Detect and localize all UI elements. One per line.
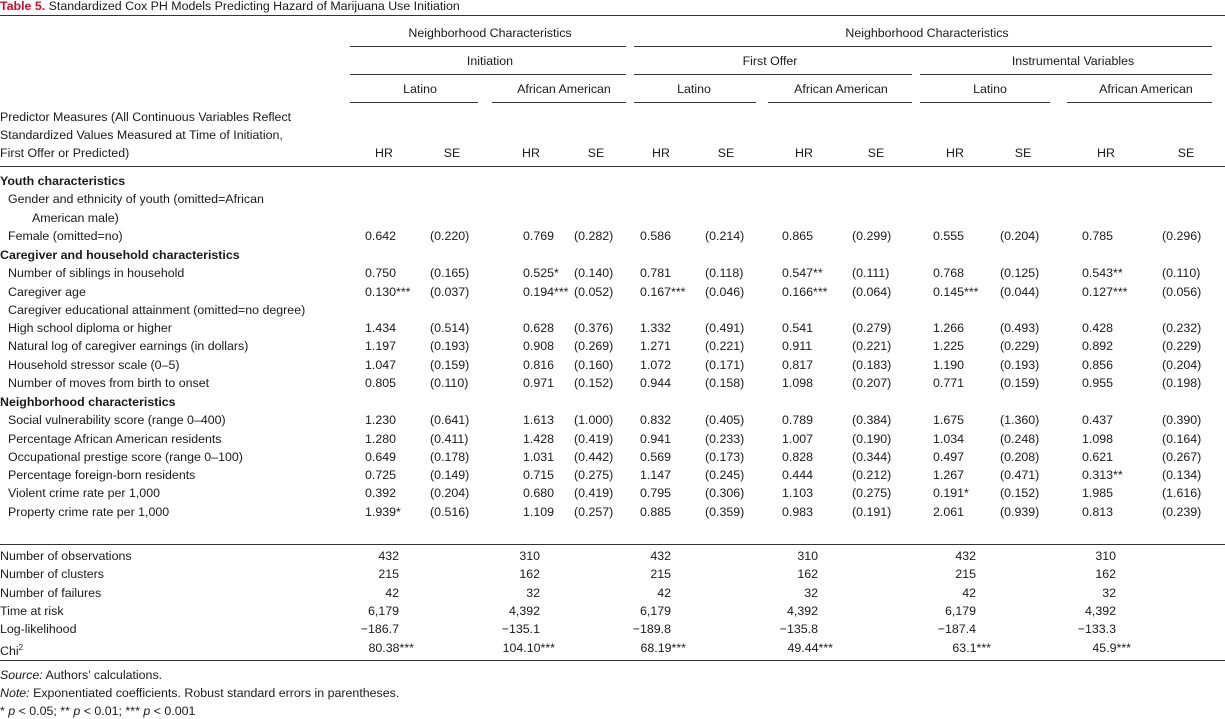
hr-value-cell: 0.828: [782, 449, 814, 464]
hr-value-cell: 0.816: [523, 357, 555, 372]
hr-value-cell: 1.271: [640, 339, 672, 354]
hr-value-cell: 1.434: [365, 321, 397, 335]
se-value-cell: (0.491): [705, 321, 745, 335]
sig-part: < 0.001: [150, 704, 196, 718]
se-value-cell: (0.111): [852, 266, 890, 281]
se-value-cell: (0.140): [574, 266, 614, 281]
se-value-cell: (0.419): [574, 486, 614, 501]
se-value-cell: (0.173): [705, 449, 745, 464]
summary-value-cell: 68.19***: [640, 640, 686, 655]
summary-value-cell: 215: [650, 567, 671, 582]
hr-value-cell: 1.613: [523, 413, 555, 428]
se-value-cell: (0.158): [705, 375, 745, 390]
summary-value-cell: 104.10***: [502, 640, 555, 655]
hr-value-cell: 0.313**: [1082, 468, 1123, 482]
summary-value-cell: 6,179: [639, 603, 671, 618]
hr-value-cell: 1.103: [782, 486, 814, 501]
body-bottom-rule: [0, 544, 1225, 545]
sub-rule-iv: [920, 74, 1212, 75]
sig-part: < 0.01; ***: [80, 704, 144, 718]
summary-label-text: Number of failures: [0, 585, 102, 600]
se-column-header: SE: [1014, 146, 1032, 160]
hr-value-cell: 0.813: [1082, 504, 1114, 519]
hr-value-cell: 1.266: [933, 321, 965, 335]
ethnicity-header: African American: [517, 82, 611, 96]
group-header-left: Neighborhood Characteristics: [408, 26, 572, 40]
hr-value-cell: 0.145***: [933, 284, 979, 299]
summary-value-cell: 432: [650, 549, 671, 563]
row-label: Household stressor scale (0–5): [8, 357, 180, 372]
caption-text: Standardized Cox PH Models Predicting Hazard of Marijuana Use Initiation: [45, 0, 460, 13]
se-value-cell: (0.149): [430, 468, 470, 482]
ethnicity-rule: [492, 102, 626, 103]
se-value-cell: (0.193): [430, 339, 470, 354]
se-value-cell: (0.190): [852, 431, 892, 446]
summary-value-cell: 80.38***: [368, 640, 414, 655]
se-value-cell: (0.152): [1000, 486, 1040, 501]
summary-label: [0, 586, 101, 600]
se-value-cell: (0.442): [574, 449, 614, 464]
summary-value-cell: 162: [519, 567, 540, 582]
section-heading: Neighborhood characteristics: [0, 395, 176, 409]
sig-part: p: [8, 704, 16, 718]
hr-value-cell: 0.892: [1082, 339, 1114, 354]
summary-label: [0, 604, 64, 618]
se-value-cell: (0.275): [852, 486, 892, 501]
se-value-cell: (0.344): [852, 449, 892, 464]
se-value-cell: (0.275): [574, 468, 614, 482]
row-label: Caregiver educational attainment (omitted=no degree): [8, 302, 306, 317]
hr-value-cell: 1.034: [933, 431, 965, 446]
se-value-cell: (0.221): [852, 339, 892, 354]
summary-value-cell: 310: [797, 549, 818, 563]
se-value-cell: (0.125): [1000, 266, 1040, 281]
top-rule: [0, 15, 1225, 16]
summary-value-cell: −135.8: [779, 622, 818, 637]
summary-value-cell: 215: [955, 567, 976, 582]
summary-label: [0, 567, 104, 581]
summary-label: [0, 549, 132, 563]
row-label: Number of moves from birth to onset: [8, 375, 210, 390]
sig-part: *: [0, 704, 9, 718]
se-value-cell: (0.384): [852, 413, 892, 428]
se-value-cell: (0.207): [852, 375, 892, 390]
general-note: [0, 686, 399, 700]
row-label: Gender and ethnicity of youth (omitted=African: [8, 192, 264, 207]
se-value-cell: (0.239): [1162, 504, 1202, 519]
se-value-cell: (0.198): [1162, 375, 1202, 390]
hr-value-cell: 0.621: [1082, 449, 1114, 464]
summary-value-cell: 4,392: [508, 603, 540, 618]
se-value-cell: (0.419): [574, 431, 614, 446]
summary-value-cell: 162: [797, 567, 818, 582]
se-value-cell: (0.493): [1000, 321, 1040, 335]
se-value-cell: (1.360): [1000, 413, 1040, 428]
se-value-cell: (0.056): [1162, 284, 1202, 299]
caption-label: Table 5.: [0, 0, 46, 13]
hr-value-cell: 0.911: [782, 339, 813, 354]
summary-value-cell: 45.9***: [1092, 640, 1131, 655]
se-value-cell: (0.229): [1162, 339, 1202, 354]
se-value-cell: (0.165): [430, 266, 470, 281]
row-label: Property crime rate per 1,000: [8, 504, 170, 519]
summary-value-cell: 6,179: [367, 603, 399, 618]
se-value-cell: (0.516): [430, 504, 470, 519]
hr-value-cell: 0.649: [365, 449, 397, 464]
se-value-cell: (0.514): [430, 321, 470, 335]
se-value-cell: (0.193): [1000, 357, 1040, 372]
se-value-cell: (0.037): [430, 284, 470, 299]
row-label: Percentage foreign-born residents: [8, 468, 196, 482]
source-label: Source:: [0, 668, 43, 682]
hr-value-cell: 1.197: [365, 339, 397, 354]
ethnicity-header: Latino: [973, 82, 1007, 96]
row-label: Occupational prestige score (range 0–100): [8, 449, 243, 464]
table-bottom-rule: [0, 660, 1225, 661]
se-value-cell: (0.044): [1000, 284, 1040, 299]
se-value-cell: (0.191): [852, 504, 892, 519]
hr-value-cell: 0.555: [933, 228, 965, 243]
hr-value-cell: 0.392: [365, 486, 397, 501]
summary-value-cell: 310: [1095, 549, 1116, 563]
se-value-cell: (0.110): [430, 375, 469, 390]
se-column-header: SE: [717, 146, 735, 160]
hr-value-cell: 0.680: [523, 486, 555, 501]
header-bottom-rule: [0, 166, 1225, 167]
hr-value-cell: 0.586: [640, 228, 672, 243]
hr-value-cell: 1.072: [640, 357, 672, 372]
se-value-cell: (0.299): [852, 228, 892, 243]
group-header-right: Neighborhood Characteristics: [845, 26, 1009, 40]
se-value-cell: (0.183): [852, 357, 892, 372]
summary-value-cell: 162: [1095, 567, 1116, 582]
hr-value-cell: 0.771: [933, 375, 965, 390]
se-value-cell: (0.204): [1162, 357, 1202, 372]
se-value-cell: (0.052): [574, 284, 614, 299]
se-value-cell: (0.376): [574, 321, 614, 335]
se-value-cell: (0.212): [852, 468, 892, 482]
hr-column-header: HR: [1097, 146, 1115, 160]
predictor-header-line-2: Standardized Values Measured at Time of Initiation,: [0, 128, 283, 142]
hr-value-cell: 0.497: [933, 449, 965, 464]
summary-label-text: Chi: [0, 643, 19, 658]
hr-value-cell: 0.856: [1082, 357, 1114, 372]
summary-label-text: Number of observations: [0, 549, 132, 563]
hr-value-cell: 0.166***: [782, 284, 828, 299]
ethnicity-header: Latino: [403, 82, 437, 96]
hr-value-cell: 1.332: [640, 321, 672, 335]
row-label: Natural log of caregiver earnings (in dollars): [8, 339, 249, 354]
se-value-cell: (0.306): [705, 486, 745, 501]
hr-value-cell: 0.194***: [523, 284, 569, 299]
hr-value-cell: 0.750: [365, 266, 397, 281]
group-rule-left: [350, 46, 626, 47]
note-label: Note:: [0, 686, 30, 700]
se-value-cell: (1.000): [574, 413, 614, 428]
hr-column-header: HR: [652, 146, 670, 160]
se-value-cell: (0.220): [430, 228, 470, 243]
se-value-cell: (1.616): [1162, 486, 1202, 501]
row-label: High school diploma or higher: [8, 321, 172, 335]
hr-value-cell: 0.547**: [782, 266, 823, 281]
summary-label-text: Number of clusters: [0, 567, 104, 582]
subheader-initiation: Initiation: [466, 54, 514, 68]
hr-value-cell: 0.444: [782, 468, 814, 482]
se-value-cell: (0.282): [574, 228, 614, 243]
se-value-cell: (0.641): [430, 413, 470, 428]
se-value-cell: (0.257): [574, 504, 614, 519]
se-value-cell: (0.411): [430, 431, 469, 446]
se-value-cell: (0.279): [852, 321, 892, 335]
sig-part: p: [143, 704, 151, 718]
hr-value-cell: 0.191*: [933, 486, 969, 501]
se-value-cell: (0.171): [705, 357, 745, 372]
hr-value-cell: 0.941: [640, 431, 672, 446]
se-column-header: SE: [443, 146, 461, 160]
hr-value-cell: 0.944: [640, 375, 672, 390]
se-value-cell: (0.245): [705, 468, 745, 482]
summary-value-cell: 432: [378, 549, 399, 563]
summary-value-cell: −133.3: [1077, 622, 1116, 637]
hr-value-cell: 0.541: [782, 321, 814, 335]
ethnicity-rule: [350, 102, 478, 103]
row-label: Percentage African American residents: [8, 431, 222, 446]
se-value-cell: (0.221): [705, 339, 745, 354]
group-rule-right: [634, 46, 1212, 47]
summary-label: [0, 622, 76, 636]
se-value-cell: (0.152): [574, 375, 614, 390]
se-column-header: SE: [1177, 146, 1195, 160]
hr-value-cell: 1.225: [933, 339, 965, 354]
hr-column-header: HR: [946, 146, 964, 160]
note-text: Exponentiated coefficients. Robust standard errors in parentheses.: [29, 686, 400, 700]
hr-value-cell: 0.865: [782, 228, 814, 243]
hr-value-cell: 0.769: [523, 228, 555, 243]
hr-value-cell: 0.642: [365, 228, 397, 243]
se-value-cell: (0.160): [574, 357, 614, 372]
se-value-cell: (0.214): [705, 228, 745, 243]
source-note: [0, 668, 162, 682]
row-label: Caregiver age: [8, 284, 86, 299]
se-value-cell: (0.233): [705, 431, 745, 446]
table-caption: [0, 0, 460, 13]
hr-value-cell: 0.885: [640, 504, 672, 519]
summary-value-cell: 49.44***: [787, 640, 833, 655]
se-value-cell: (0.390): [1162, 413, 1202, 428]
hr-value-cell: 1.031: [523, 449, 555, 464]
hr-value-cell: 0.130***: [365, 284, 411, 299]
ethnicity-rule: [1067, 102, 1212, 103]
summary-value-cell: 63.1***: [952, 640, 991, 655]
hr-value-cell: 0.543**: [1082, 266, 1123, 281]
se-value-cell: (0.204): [430, 486, 470, 501]
hr-value-cell: 1.047: [365, 357, 397, 372]
ethnicity-header: Latino: [677, 82, 711, 96]
source-text: Authors’ calculations.: [42, 668, 163, 682]
se-value-cell: (0.229): [1000, 339, 1040, 354]
summary-value-cell: −187.4: [937, 622, 976, 637]
hr-value-cell: 1.098: [782, 375, 814, 390]
hr-value-cell: 1.675: [933, 413, 965, 428]
hr-value-cell: 0.971: [523, 375, 555, 390]
predictor-header-line-1: Predictor Measures (All Continuous Variables Reflect: [0, 110, 292, 124]
summary-value-cell: 32: [1102, 585, 1116, 600]
hr-column-header: HR: [522, 146, 540, 160]
row-label: Violent crime rate per 1,000: [8, 486, 160, 501]
summary-value-cell: −189.8: [632, 622, 671, 637]
se-column-header: SE: [867, 146, 885, 160]
summary-value-cell: 4,392: [1084, 603, 1116, 618]
summary-label-text: Log-likelihood: [0, 622, 77, 637]
summary-value-cell: 215: [378, 567, 399, 582]
hr-value-cell: 2.061: [933, 504, 965, 519]
hr-value-cell: 0.768: [933, 266, 965, 281]
se-value-cell: (0.178): [430, 449, 470, 464]
se-value-cell: (0.359): [705, 504, 745, 519]
se-value-cell: (0.269): [574, 339, 614, 354]
hr-value-cell: 1.939*: [365, 504, 401, 519]
se-value-cell: (0.405): [705, 413, 745, 428]
sig-part: p: [73, 704, 81, 718]
hr-value-cell: 0.785: [1082, 228, 1114, 243]
summary-value-cell: 42: [657, 585, 671, 600]
summary-value-cell: 32: [526, 585, 540, 600]
hr-value-cell: 0.789: [782, 413, 814, 428]
hr-value-cell: 1.147: [640, 468, 672, 482]
hr-value-cell: 1.280: [365, 431, 397, 446]
summary-value-cell: 42: [962, 585, 976, 600]
hr-value-cell: 0.795: [640, 486, 672, 501]
sub-rule-first-offer: [634, 74, 912, 75]
sig-part: < 0.05; **: [15, 704, 74, 718]
hr-value-cell: 0.428: [1082, 321, 1114, 335]
hr-value-cell: 0.525*: [523, 266, 559, 281]
hr-value-cell: 0.725: [365, 468, 397, 482]
summary-value-cell: 32: [804, 585, 818, 600]
se-value-cell: (0.204): [1000, 228, 1040, 243]
se-value-cell: (0.471): [1000, 468, 1040, 482]
hr-value-cell: 0.437: [1082, 413, 1114, 428]
se-value-cell: (0.134): [1162, 468, 1202, 482]
hr-value-cell: 0.832: [640, 413, 672, 428]
hr-value-cell: 0.781: [640, 266, 672, 281]
hr-value-cell: 1.428: [523, 431, 555, 446]
hr-value-cell: 1.985: [1082, 486, 1114, 501]
hr-value-cell: 0.628: [523, 321, 555, 335]
se-column-header: SE: [587, 146, 605, 160]
ethnicity-rule: [920, 102, 1050, 103]
hr-value-cell: 1.007: [782, 431, 814, 446]
se-value-cell: (0.248): [1000, 431, 1040, 446]
se-value-cell: (0.110): [1162, 266, 1201, 281]
summary-value-cell: −186.7: [360, 622, 399, 637]
se-value-cell: (0.159): [430, 357, 470, 372]
se-value-cell: (0.939): [1000, 504, 1040, 519]
section-heading: Caregiver and household characteristics: [0, 248, 240, 262]
predictor-header-line-3: First Offer or Predicted): [0, 146, 130, 160]
se-value-cell: (0.118): [705, 266, 744, 281]
subheader-instrumental-variables: Instrumental Variables: [1011, 54, 1135, 68]
ethnicity-rule: [634, 102, 756, 103]
hr-column-header: HR: [795, 146, 813, 160]
summary-value-cell: 310: [519, 549, 540, 563]
summary-label-text: Time at risk: [0, 603, 64, 618]
se-value-cell: (0.064): [852, 284, 892, 299]
hr-value-cell: 0.715: [523, 468, 555, 482]
summary-value-cell: −135.1: [501, 622, 540, 637]
superscript: 2: [18, 642, 24, 652]
summary-value-cell: 432: [955, 549, 976, 563]
se-value-cell: (0.046): [705, 284, 745, 299]
summary-label: [0, 641, 23, 658]
ethnicity-header: African American: [1099, 82, 1193, 96]
significance-note: [0, 704, 195, 718]
hr-value-cell: 0.569: [640, 449, 672, 464]
hr-value-cell: 0.817: [782, 357, 814, 372]
hr-value-cell: 0.955: [1082, 375, 1114, 390]
hr-value-cell: 0.167***: [640, 284, 686, 299]
ethnicity-header: African American: [794, 82, 888, 96]
section-heading: Youth characteristics: [0, 174, 126, 188]
hr-value-cell: 0.127***: [1082, 284, 1128, 299]
hr-value-cell: 0.908: [523, 339, 555, 354]
summary-value-cell: 4,392: [786, 603, 818, 618]
summary-value-cell: 42: [385, 585, 399, 600]
se-value-cell: (0.232): [1162, 321, 1202, 335]
hr-value-cell: 1.230: [365, 413, 397, 428]
row-label: Social vulnerability score (range 0–400): [8, 413, 226, 428]
hr-value-cell: 1.098: [1082, 431, 1114, 446]
hr-value-cell: 1.267: [933, 468, 965, 482]
se-value-cell: (0.208): [1000, 449, 1040, 464]
hr-value-cell: 1.109: [523, 504, 555, 519]
hr-value-cell: 1.190: [933, 357, 965, 372]
se-value-cell: (0.267): [1162, 449, 1202, 464]
row-label: Number of siblings in household: [8, 266, 185, 281]
row-label: Female (omitted=no): [8, 228, 123, 243]
summary-value-cell: 6,179: [944, 603, 976, 618]
ethnicity-rule: [768, 102, 912, 103]
hr-column-header: HR: [375, 146, 393, 160]
se-value-cell: (0.296): [1162, 228, 1202, 243]
hr-value-cell: 0.805: [365, 375, 397, 390]
se-value-cell: (0.164): [1162, 431, 1202, 446]
hr-value-cell: 0.983: [782, 504, 814, 519]
se-value-cell: (0.159): [1000, 375, 1040, 390]
subheader-first-offer: First Offer: [742, 54, 798, 68]
sub-rule-initiation: [350, 74, 626, 75]
row-label: American male): [32, 210, 119, 225]
